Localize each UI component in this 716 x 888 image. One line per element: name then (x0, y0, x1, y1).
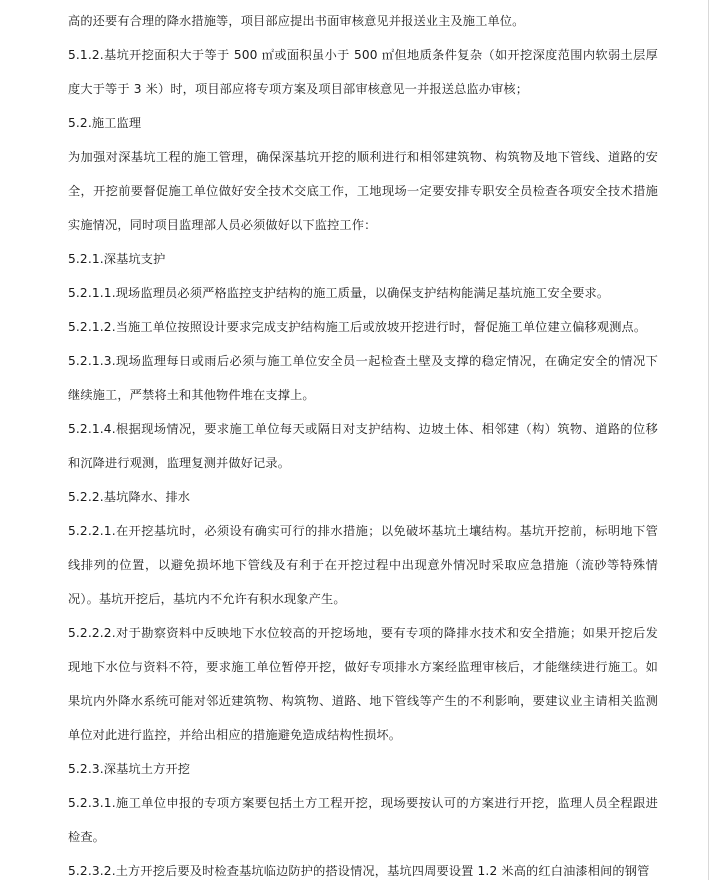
paragraph-continuation: 高的还要有合理的降水措施等，项目部应提出书面审核意见并报送业主及施工单位。 (68, 14, 525, 28)
paragraph-5-2-1-1: 5.2.1.1.现场监理员必须严格监控支护结构的施工质量，以确保支护结构能满足基坑施工安全要求。 (68, 286, 610, 300)
heading-5-2-2: 5.2.2.基坑降水、排水 (68, 490, 191, 504)
paragraph-5-2-2-2: 5.2.2.2.对于勘察资料中反映地下水位较高的开挖场地，要有专项的降排水技术和安全措施；如果开挖后发现地下水位与资料不符，要求施工单位暂停开挖，做好专项排水方案经监理审核后，才能继续进行施工。如果坑内外降水系统可能对邻近建筑物、构筑物、道路、地下管线等产生的不利影响，要建议业主请相关监测单位对此进行监控，并给出相应的措施避免造成结构性损坏。 (68, 626, 658, 742)
paragraph-5-1-2: 5.1.2.基坑开挖面积大于等于 500 ㎡或面积虽小于 500 ㎡但地质条件复杂（如开挖深度范围内软弱土层厚度大于等于 3 米）时，项目部应将专项方案及项目部审核意见一并报送总监办审核； (68, 48, 658, 96)
paragraph-5-2-1-3: 5.2.1.3.现场监理每日或雨后必须与施工单位安全员一起检查土壁及支撑的稳定情况，在确定安全的情况下继续施工，严禁将土和其他物件堆在支撑上。 (68, 354, 658, 402)
page-edge-divider (708, 0, 709, 880)
heading-5-2: 5.2.施工监理 (68, 116, 142, 130)
document-body (68, 4, 658, 888)
paragraph-5-2-3-1: 5.2.3.1.施工单位申报的专项方案要包括土方工程开挖，现场要按认可的方案进行开挖，监理人员全程跟进检查。 (68, 796, 658, 844)
paragraph-5-2-2-1: 5.2.2.1.在开挖基坑时，必须设有确实可行的排水措施；以免破坏基坑土壤结构。基坑开挖前，标明地下管线排列的位置，以避免损坏地下管线及有利于在开挖过程中出现意外情况时采取应急措施（流砂等特殊情况）。基坑开挖后，基坑内不允许有积水现象产生。 (68, 524, 658, 606)
heading-5-2-3: 5.2.3.深基坑土方开挖 (68, 762, 191, 776)
paragraph-5-2-3-2: 5.2.3.2.土方开挖后要及时检查基坑临边防护的搭设情况，基坑四周要设置 1.2 米高的红白油漆相间的钢管 (68, 864, 650, 878)
heading-5-2-1: 5.2.1.深基坑支护 (68, 252, 166, 266)
paragraph-5-2-1-2: 5.2.1.2.当施工单位按照设计要求完成支护结构施工后或放坡开挖进行时，督促施工单位建立偏移观测点。 (68, 320, 647, 334)
paragraph-5-2-intro: 为加强对深基坑工程的施工管理，确保深基坑开挖的顺利进行和相邻建筑物、构筑物及地下管线、道路的安全，开挖前要督促施工单位做好安全技术交底工作，工地现场一定要安排专职安全员检查各项安全技术措施实施情况，同时项目监理部人员必须做好以下监控工作： (68, 150, 658, 232)
paragraph-5-2-1-4: 5.2.1.4.根据现场情况，要求施工单位每天或隔日对支护结构、边坡土体、相邻建（构）筑物、道路的位移和沉降进行观测，监理复测并做好记录。 (68, 422, 658, 470)
